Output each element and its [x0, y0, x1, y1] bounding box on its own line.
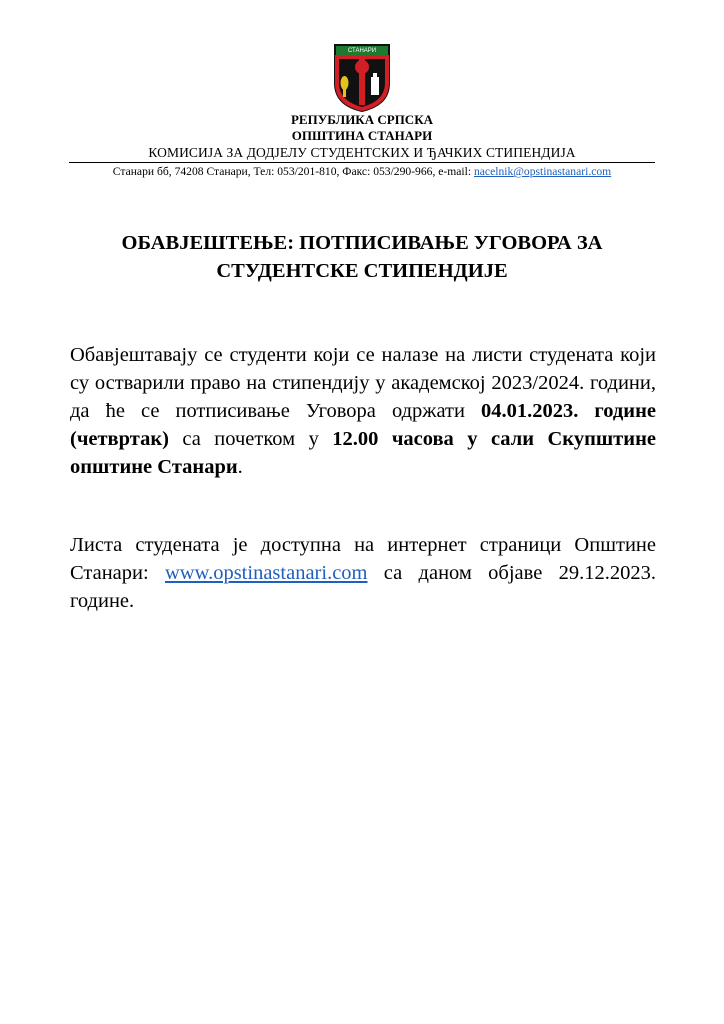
p2-text-b: са даном објаве 29.12.2023. године.: [70, 562, 656, 612]
p1-text-a: Обавјештавају се студенти који се налазе на листи студената који су остварили право на стипендију у академској 2023/2024. години, да ће се потписивање Уговора одржати: [70, 344, 656, 422]
notice-title: [60, 229, 664, 285]
header-republic: РЕПУБЛИКА СРПСКА: [290, 112, 434, 127]
p2-text-a: Листа студената је доступна на интернет страници Општине Станари:: [70, 534, 656, 584]
p1-text-c: .: [237, 456, 243, 478]
p1-text-b: са почетком у: [168, 428, 333, 450]
notice-paragraph-2: [70, 531, 656, 615]
contact-text: Станари бб, 74208 Станари, Тел: 053/201-810, Факс: 053/290-966, e-mail:: [112, 165, 474, 178]
header-commission: КОМИСИЈА ЗА ДОДЈЕЛУ СТУДЕНТСКИХ И ЂАЧКИХ СТИПЕНДИЈА: [148, 145, 576, 160]
p1-date: 04.01.2023. године (четвртак): [70, 400, 656, 450]
notice-title-line2: СТУДЕНТСКЕ СТИПЕНДИЈЕ: [216, 260, 508, 282]
p1-location: 12.00 часова у сали Скупштине општине Станари: [70, 428, 656, 478]
notice-title-line1: ОБАВЈЕШТЕЊЕ: ПОТПИСИВАЊЕ УГОВОРА ЗА: [121, 232, 603, 254]
header-divider: [69, 162, 655, 163]
municipality-crest: [333, 43, 391, 113]
notice-paragraph-1: [70, 341, 656, 481]
email-link[interactable]: nacelnik@opstinastanari.com: [473, 165, 612, 178]
contact-line: [0, 165, 724, 179]
crest-label: СТАНАРИ: [347, 48, 377, 54]
header-municipality: ОПШТИНА СТАНАРИ: [291, 128, 433, 143]
website-link[interactable]: www.opstinastanari.com: [165, 562, 368, 584]
